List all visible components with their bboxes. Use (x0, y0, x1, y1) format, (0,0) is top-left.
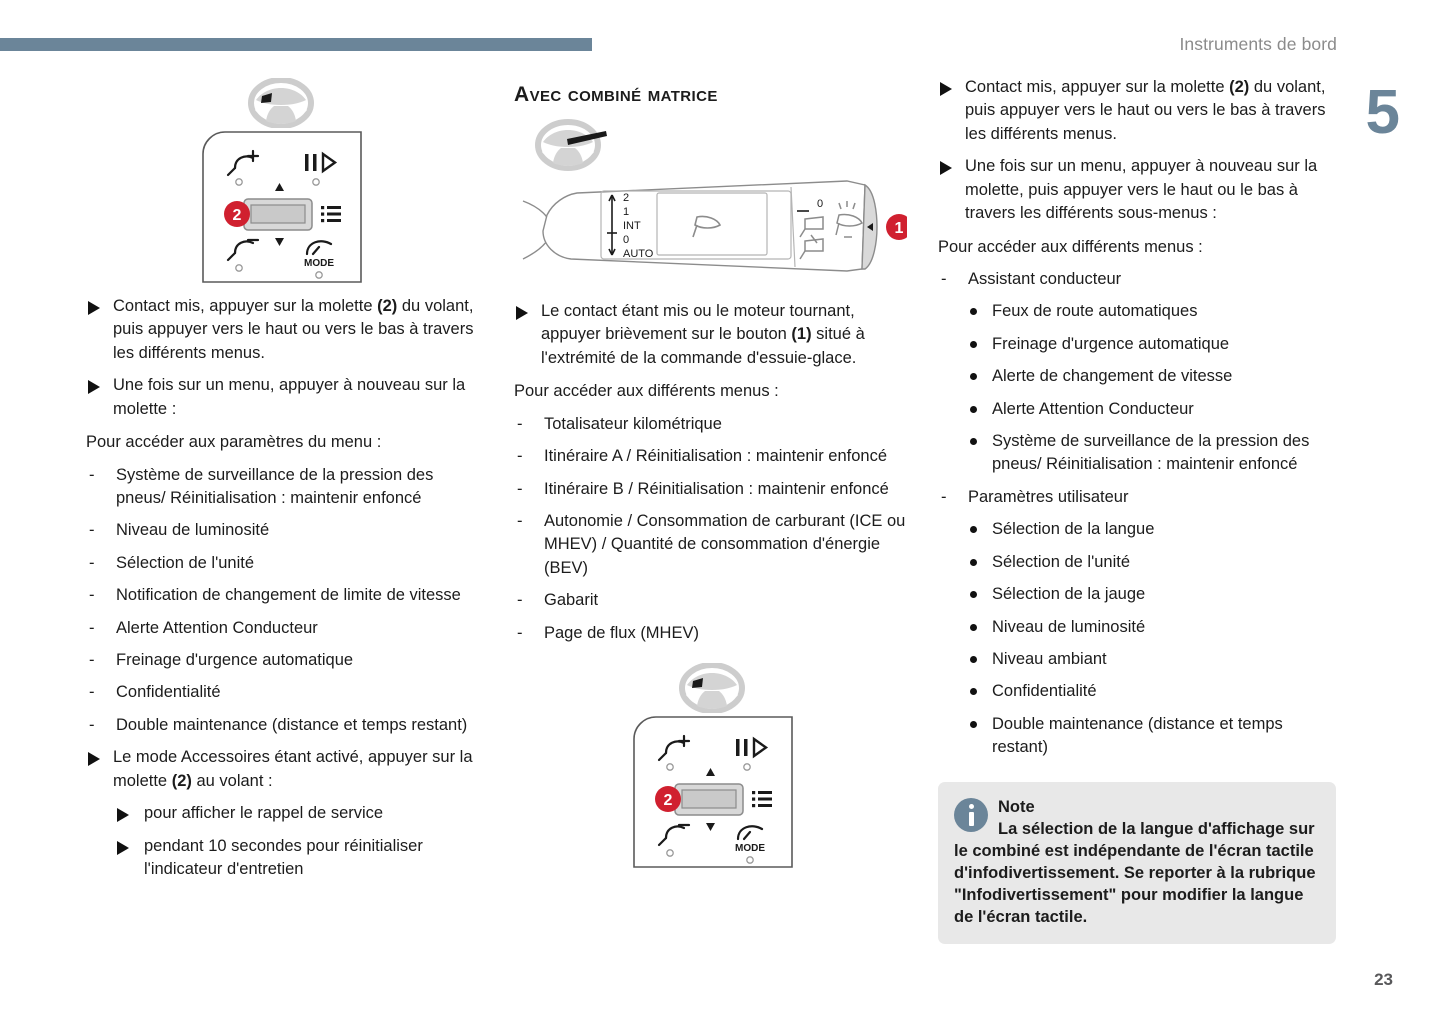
list-item: Le contact étant mis ou le moteur tournant, appuyer brièvement sur le bouton (1) situé à l'extrémité de la commande d'essuie-glace. (514, 300, 910, 370)
wheel-control-panel-diagram (195, 128, 367, 286)
right-group1-items (938, 300, 1336, 477)
right-group1-label (938, 268, 1336, 291)
svg-text:1: 1 (623, 206, 630, 218)
steering-wheel-icon (679, 663, 745, 713)
list-item: - Niveau de luminosité (86, 519, 476, 542)
list-item: - Gabarit (514, 589, 910, 612)
list-item: - Notification de changement de limite de vitesse (86, 584, 476, 607)
svg-text:0: 0 (817, 198, 824, 210)
list-item: Feux de route automatiques (966, 300, 1336, 323)
right-column (938, 76, 1336, 944)
right-intro-text: Pour accéder aux différents menus : (938, 237, 1203, 256)
list-item: - Sélection de l'unité (86, 552, 476, 575)
svg-text:INT: INT (623, 220, 641, 232)
list-item: Freinage d'urgence automatique (966, 333, 1336, 356)
list-item: - Totalisateur kilométrique (514, 413, 910, 436)
list-item: - Itinéraire A / Réinitialisation : maintenir enfoncé (514, 445, 910, 468)
list-item: - Page de flux (MHEV) (514, 622, 910, 645)
note-title: Note (998, 797, 1035, 816)
list-item: Double maintenance (distance et temps restant) (966, 713, 1336, 760)
list-item: Une fois sur un menu, appuyer à nouveau sur la molette, puis appuyer vers le haut ou le bas à travers les différents sous-menus : (938, 155, 1336, 225)
steering-wheel-icon (248, 78, 314, 128)
list-item: - Paramètres utilisateur (938, 486, 1336, 509)
left-intro-text: Pour accéder aux paramètres du menu : (86, 433, 382, 452)
list-item: Alerte Attention Conducteur (966, 398, 1336, 421)
steering-wheel-controls-illustration-mid (514, 663, 910, 871)
mid-intro-text: Pour accéder aux différents menus : (514, 382, 779, 401)
note-box (938, 782, 1336, 944)
list-item: - Double maintenance (distance et temps restant) (86, 714, 476, 737)
list-item: Alerte de changement de vitesse (966, 365, 1336, 388)
list-item: Le mode Accessoires étant activé, appuyer sur la molette (2) au volant : (86, 746, 476, 793)
wheel-control-panel-diagram (626, 713, 798, 871)
list-item: - Alerte Attention Conducteur (86, 617, 476, 640)
wiper-stalk-illustration (514, 119, 910, 291)
mid-menu-list (514, 413, 910, 645)
left-accessory-sublist (86, 802, 476, 881)
list-item: pour afficher le rappel de service (114, 802, 476, 825)
svg-text:1: 1 (894, 220, 904, 237)
list-item: Système de surveillance de la pression des pneus/ Réinitialisation : maintenir enfoncé (966, 430, 1336, 477)
wiper-stalk-diagram (517, 171, 907, 291)
list-item: Sélection de l'unité (966, 551, 1336, 574)
list-item: - Système de surveillance de la pression des pneus/ Réinitialisation : maintenir enfoncé (86, 464, 476, 511)
svg-text:0: 0 (623, 234, 630, 246)
list-item: - Autonomie / Consommation de carburant (ICE ou MHEV) / Quantité de consommation d'énergie (BEV) (514, 510, 910, 580)
svg-text:2: 2 (232, 207, 242, 224)
steering-wheel-icon (534, 119, 610, 171)
list-item: - Itinéraire B / Réinitialisation : maintenir enfoncé (514, 478, 910, 501)
list-item: Sélection de la langue (966, 518, 1336, 541)
info-icon (954, 798, 988, 832)
header-accent-bar (0, 38, 592, 51)
list-item: Niveau de luminosité (966, 616, 1336, 639)
left-menu-list (86, 464, 476, 738)
left-column (86, 78, 476, 881)
list-item: pendant 10 secondes pour réinitialiser l'indicateur d'entretien (114, 835, 476, 882)
chapter-number: 5 (1365, 78, 1399, 147)
list-item: - Assistant conducteur (938, 268, 1336, 291)
left-accessory-list (86, 746, 476, 793)
right-group2-label (938, 486, 1336, 509)
list-item: - Freinage d'urgence automatique (86, 649, 476, 672)
svg-text:MODE: MODE (735, 843, 765, 855)
list-item: Sélection de la jauge (966, 583, 1336, 606)
list-item: Une fois sur un menu, appuyer à nouveau sur la molette : (86, 374, 476, 421)
svg-text:MODE: MODE (304, 258, 334, 269)
right-group2-items (938, 518, 1336, 759)
svg-text:2: 2 (663, 792, 673, 810)
section-title: Avec combiné matrice (514, 83, 718, 106)
note-text: La sélection de la langue d'affichage sur le combiné est indépendante de l'écran tactile d'infodivertissement. Se reporter à la rubrique "Infodivertissement" pour modifier la langue de l'écran tactile. (954, 819, 1316, 926)
list-item: Contact mis, appuyer sur la molette (2) du volant, puis appuyer vers le haut ou vers le bas à travers les différents menus. (86, 295, 476, 365)
right-instruction-list (938, 76, 1336, 226)
steering-wheel-controls-illustration-left (86, 78, 476, 286)
svg-text:AUTO: AUTO (623, 248, 654, 260)
svg-text:2: 2 (623, 192, 630, 204)
left-instruction-list (86, 295, 476, 421)
page-number: 23 (1374, 970, 1393, 989)
page-header-title: Instruments de bord (1179, 34, 1337, 54)
list-item: Niveau ambiant (966, 648, 1336, 671)
list-item: Confidentialité (966, 680, 1336, 703)
list-item: Contact mis, appuyer sur la molette (2) du volant, puis appuyer vers le haut ou vers le bas à travers les différents menus. (938, 76, 1336, 146)
list-item: - Confidentialité (86, 681, 476, 704)
middle-column (514, 78, 910, 871)
mid-instruction-list (514, 300, 910, 370)
